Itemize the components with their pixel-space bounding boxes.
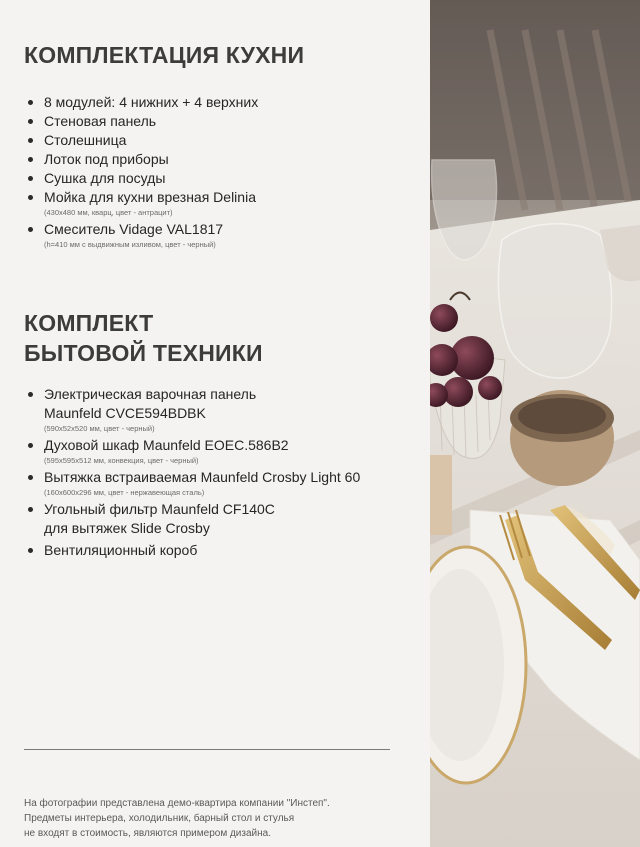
footer-disclaimer: На фотографии представлена демо-квартира компании "Инстеп". Предметы интерьера, холодильник, барный стол и стулья не входят в стоимость, являются примером дизайна. xyxy=(24,798,330,839)
list-item: Духовой шкаф Maunfeld EOEC.586B2 (595x595x512 мм, конвекция, цвет - черный) xyxy=(24,436,360,466)
item-note: (595x595x512 мм, конвекция, цвет - черный) xyxy=(44,456,199,465)
list-item: Угольный фильтр Maunfeld CF140C для вытяжек Slide Crosby xyxy=(24,500,360,538)
divider xyxy=(24,749,390,750)
list-item: Лоток под приборы xyxy=(24,150,258,169)
kitchen-set-list xyxy=(24,93,258,252)
item-note: (430x480 мм, кварц, цвет - антрацит) xyxy=(44,208,173,217)
list-item: Смеситель Vidage VAL1817 (h=410 мм с выдвижным изливом, цвет - черный) xyxy=(24,220,258,250)
kitchen-set-title: КОМПЛЕКТАЦИЯ КУХНИ xyxy=(24,42,305,68)
item-note: (590x52x520 мм, цвет - черный) xyxy=(44,424,155,433)
list-item: Столешница xyxy=(24,131,258,150)
photo-illustration xyxy=(430,0,640,847)
appliances-list xyxy=(24,385,360,560)
appliances-title: КОМПЛЕКТ БЫТОВОЙ ТЕХНИКИ xyxy=(24,310,263,366)
list-item: Вытяжка встраиваемая Maunfeld Crosby Light 60 (160x600x296 мм, цвет - нержавеющая сталь) xyxy=(24,468,360,498)
list-item: Электрическая варочная панель Maunfeld CVCE594BDBK (590x52x520 мм, цвет - черный) xyxy=(24,385,360,434)
item-note: (160x600x296 мм, цвет - нержавеющая сталь) xyxy=(44,488,205,497)
list-item: Сушка для посуды xyxy=(24,169,258,188)
list-item: Мойка для кухни врезная Delinia (430x480 мм, кварц, цвет - антрацит) xyxy=(24,188,258,218)
list-item: Вентиляционный короб xyxy=(24,541,360,560)
list-item: 8 модулей: 4 нижних + 4 верхних xyxy=(24,93,258,112)
list-item: Стеновая панель xyxy=(24,112,258,131)
table-setting-photo xyxy=(430,0,640,847)
item-note: (h=410 мм с выдвижным изливом, цвет - черный) xyxy=(44,240,216,249)
